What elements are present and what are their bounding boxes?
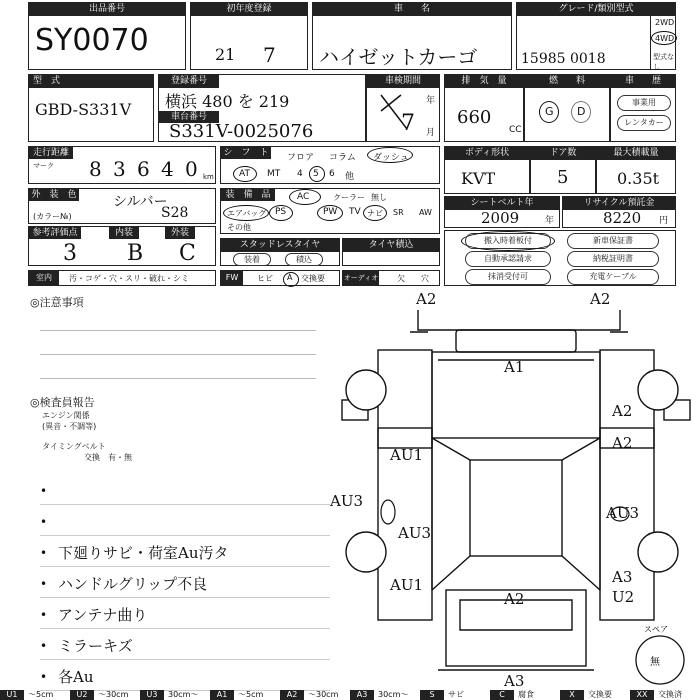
- bullet-dot: •: [40, 608, 48, 622]
- bullet-dot: •: [40, 670, 48, 684]
- wheel-rear-right: [638, 532, 678, 572]
- shift-dash-circle: [367, 147, 413, 163]
- wheels: [346, 370, 678, 572]
- fw-label: FW: [221, 271, 243, 285]
- mileage-digit-1: 8: [89, 157, 102, 181]
- bullet-dot: •: [40, 484, 48, 498]
- doc-cancel: 抹消受付可: [465, 269, 551, 285]
- body-label: ボディ形状: [445, 147, 529, 160]
- shift-column: コラム: [329, 153, 356, 163]
- reg-value: 横浜 480 を 219: [165, 92, 290, 111]
- tire-box: [342, 238, 440, 266]
- interior-grade-label: 内装: [109, 227, 139, 239]
- timing-sub: 交換 有・無: [84, 453, 132, 462]
- spare-value: 無: [650, 657, 660, 668]
- caution-line-2: [40, 354, 316, 355]
- first-reg-box: [190, 2, 308, 70]
- load-box: [596, 146, 676, 194]
- equip-airbag-circle: [223, 205, 269, 221]
- shift-at: AT: [239, 169, 250, 179]
- legend-code: XX: [630, 690, 654, 700]
- audio-hole: 穴: [421, 274, 429, 283]
- color-value: シルバー: [113, 194, 168, 210]
- caution-line-3: [40, 378, 316, 379]
- bullet-dot: •: [40, 639, 48, 653]
- grade-label: グレード/類別型式: [517, 3, 675, 16]
- equip-cooler: クーラー: [333, 193, 365, 202]
- drive-4wd: 4WD: [655, 34, 675, 43]
- inspection-box: [366, 74, 440, 142]
- fw-crack: ヒビ: [257, 274, 273, 283]
- audio-label: オーディオ: [343, 271, 379, 285]
- inspection-year-unit: 年: [425, 96, 435, 106]
- studless-label: スタッドレスタイヤ: [221, 239, 339, 252]
- studless-box: [220, 238, 340, 266]
- model-name-label: 車 名: [313, 3, 511, 16]
- doc-approval: 自動承認請求: [465, 251, 551, 267]
- drive-box: [650, 14, 676, 70]
- engine-sub: (異音・不調等): [42, 422, 97, 431]
- displacement-box: [444, 74, 524, 142]
- inspection-slash: [377, 91, 417, 135]
- chassis-value: S331V-0025076: [169, 121, 314, 142]
- inspector-label: ◎検査員報告: [30, 396, 95, 409]
- drive-2wd: 2WD: [655, 18, 675, 27]
- load-label: 最大積載量: [597, 147, 675, 160]
- history-business: 事業用: [617, 95, 671, 111]
- history-rental: レンタカー: [617, 115, 671, 131]
- mark-au3-left-outer: AU3: [330, 492, 364, 510]
- interior-condition-row: [28, 270, 216, 286]
- spare-tire: [636, 625, 684, 684]
- mark-au1-left-rear: AU1: [390, 576, 424, 594]
- score-label: 参考評価点: [29, 227, 81, 239]
- mark-au3-left-panel: AU3: [398, 524, 432, 542]
- body-value: KVT: [461, 169, 496, 188]
- drive-4wd-circle: [651, 31, 677, 45]
- equip-ac: AC: [297, 192, 310, 202]
- equip-navi: ナビ: [367, 209, 383, 218]
- legend-code: C: [490, 690, 514, 700]
- legend-code: U3: [140, 690, 164, 700]
- color-code-label: (カラー№): [33, 212, 72, 221]
- color-label: 外 装 色: [29, 189, 79, 201]
- recycle-value: 8220: [603, 209, 642, 227]
- mark-au3-right-panel: AU3: [606, 504, 640, 522]
- equip-ps: PS: [275, 207, 287, 217]
- mileage-box: [28, 146, 216, 184]
- shift-5: 5: [313, 169, 319, 179]
- equip-label: 装 備 品: [221, 189, 275, 201]
- bullet-dot: •: [40, 546, 48, 560]
- inspector-note-text: アンテナ曲り: [58, 606, 148, 624]
- equip-pw: PW: [323, 207, 338, 217]
- history-box: [610, 74, 676, 142]
- legend-text: 30cm～: [168, 690, 199, 699]
- inspector-note-row: [40, 567, 330, 598]
- equip-aw: AW: [419, 208, 432, 217]
- shift-label: シ フ ト: [221, 147, 271, 159]
- doc-charge-cable: 充電ケーブル: [567, 269, 659, 285]
- doc-warranty: 新車保証書: [567, 233, 659, 249]
- interior-condition-label: 室内: [29, 271, 59, 285]
- legend-text: ～5cm: [238, 690, 264, 699]
- shift-at-circle: [233, 166, 257, 182]
- timing-label: タイミングベルト: [42, 442, 106, 451]
- recycle-box: [562, 196, 676, 228]
- inspector-notes-list: [40, 474, 330, 691]
- studless-loaded: 積込: [285, 253, 323, 266]
- lot-number-label: 出品番号: [29, 3, 185, 16]
- registration-box: [158, 74, 366, 142]
- equip-tv: TV: [349, 207, 361, 217]
- lot-number-value: SY0070: [35, 23, 149, 58]
- audio-row: [342, 270, 440, 286]
- fuel-d: D: [577, 105, 586, 118]
- equip-sr: SR: [393, 208, 404, 217]
- wheel-rear-left: [346, 532, 386, 572]
- fw-a-circle: [283, 272, 299, 287]
- model-name-box: [312, 2, 512, 70]
- type-label: 型 式: [29, 75, 153, 88]
- type-box: [28, 74, 154, 142]
- inspector-note-row: [40, 629, 330, 660]
- color-box: [28, 188, 216, 224]
- first-reg-month: 7: [263, 43, 276, 67]
- damage-legend: [0, 690, 700, 700]
- legend-text: サビ: [448, 690, 464, 699]
- spare-circle: [636, 636, 684, 684]
- engine-label: エンジン関係: [42, 411, 90, 420]
- legend-text: ～30cm: [308, 690, 339, 699]
- studless-fitted: 装着: [233, 253, 271, 266]
- inspection-month-unit: 月: [425, 128, 435, 138]
- tire-label: タイヤ積込: [343, 239, 439, 252]
- grade-value: 15985 0018: [521, 51, 606, 67]
- fuel-label: 燃 料: [525, 75, 609, 88]
- fw-row: [220, 270, 340, 286]
- fw-replace: 交換要: [301, 274, 325, 283]
- wheel-front-left: [346, 370, 386, 410]
- fuel-box: [524, 74, 610, 142]
- legend-code: X: [560, 690, 584, 700]
- displacement-value: 660: [457, 107, 492, 128]
- seatbelt-box: [444, 196, 560, 228]
- recycle-unit: 円: [659, 216, 669, 226]
- color-code: S28: [161, 205, 189, 221]
- doors-box: [530, 146, 596, 194]
- equip-ac-circle: [289, 189, 321, 205]
- mileage-digit-3: 6: [137, 157, 150, 181]
- equip-airbag: エアバッグ: [227, 209, 267, 218]
- legend-code: A3: [350, 690, 374, 700]
- reg-label: 登録番号: [159, 75, 219, 88]
- doors-value: 5: [557, 167, 569, 188]
- inspector-note-row: [40, 505, 330, 536]
- inspector-note-row: [40, 474, 330, 505]
- legend-text: ～30cm: [98, 690, 129, 699]
- shift-mt: MT: [267, 169, 281, 179]
- scribble-left-panel: [381, 500, 395, 524]
- mileage-label: 走行距離: [29, 147, 73, 159]
- type-value: GBD-S331V: [35, 100, 132, 119]
- seatbelt-unit: 年: [545, 216, 555, 226]
- legend-text: 腐食: [518, 690, 534, 699]
- shift-4: 4: [297, 169, 303, 179]
- load-value: 0.35t: [617, 169, 660, 188]
- audio-missing: 欠: [397, 274, 405, 283]
- bullet-dot: •: [40, 577, 48, 591]
- inspection-mark: 7: [401, 111, 415, 136]
- shift-dash: ダッシュ: [373, 153, 409, 163]
- spare-label: スペア: [644, 625, 668, 634]
- docs-box: [444, 230, 676, 286]
- legend-code: U2: [70, 690, 94, 700]
- score-box: [28, 226, 216, 266]
- equip-ps-circle: [269, 205, 293, 221]
- body-box: [444, 146, 530, 194]
- mileage-digit-2: 3: [113, 157, 126, 181]
- mark-au1-left-front: AU1: [390, 446, 424, 464]
- legend-code: A2: [280, 690, 304, 700]
- mark-a2-front-left: A2: [416, 290, 437, 308]
- shift-floor: フロア: [287, 153, 315, 163]
- mark-a3-rear-bumper: A3: [504, 672, 525, 690]
- fw-a: A: [287, 273, 293, 282]
- interior-grade-value: B: [127, 241, 144, 266]
- mileage-digit-4: 4: [161, 157, 174, 181]
- seatbelt-label: シートベルト年: [445, 197, 559, 210]
- mark-u2-right-rear: U2: [612, 588, 635, 606]
- mark-a2-rear: A2: [504, 590, 525, 608]
- doc-plate: 搬入時着板付: [465, 233, 551, 249]
- first-reg-year: 21: [215, 45, 236, 64]
- inspector-note-text: ミラーキズ: [58, 637, 133, 655]
- inspection-label: 車検期間: [367, 75, 439, 88]
- equipment-box: [220, 188, 440, 234]
- fuel-g-circle: [539, 101, 559, 123]
- drive-none: 型式なし: [653, 53, 674, 71]
- model-name-value: ハイゼットカーゴ: [319, 45, 478, 69]
- legend-code: S: [420, 690, 444, 700]
- caution-label: ◎注意事項: [30, 296, 84, 309]
- inspector-note-text: 下廻りサビ・荷室Au汚タ: [58, 544, 229, 562]
- caution-line-1: [40, 330, 316, 331]
- bullet-dot: •: [40, 515, 48, 529]
- equip-other: その他: [227, 223, 251, 232]
- inspector-note-row: [40, 598, 330, 629]
- cc-unit: CC: [509, 125, 522, 135]
- fuel-g: G: [545, 105, 554, 118]
- damage-scribbles: [381, 500, 629, 524]
- mileage-mark: マーク: [33, 162, 54, 170]
- history-label: 車 歴: [611, 75, 675, 88]
- recycle-label: リサイクル預託金: [563, 197, 675, 210]
- shift-other: 他: [345, 172, 355, 182]
- exterior-grade-value: C: [179, 241, 196, 266]
- mark-a3-right-rear: A3: [612, 568, 633, 586]
- legend-text: 交換要: [588, 690, 612, 699]
- shift-box: [220, 146, 440, 184]
- inspector-note-text: 各Au: [58, 668, 94, 686]
- exterior-grade-label: 外装: [165, 227, 195, 239]
- mark-a2-front-right: A2: [590, 290, 611, 308]
- inspector-note-row: [40, 660, 330, 691]
- inspector-note-row: [40, 536, 330, 567]
- mark-a2-right-front-door: A2: [612, 402, 633, 420]
- inspector-note-text: ハンドルグリップ不良: [58, 575, 208, 593]
- first-reg-label: 初年度登録: [191, 3, 307, 16]
- legend-text: ～5cm: [28, 690, 54, 699]
- wheel-front-right: [638, 370, 678, 410]
- mark-a2-right-front-fender: A2: [612, 434, 633, 452]
- shift-5-circle: [309, 166, 325, 182]
- fuel-d-ring: [571, 101, 591, 123]
- doors-label: ドア数: [531, 147, 595, 160]
- legend-code: U1: [0, 690, 24, 700]
- equip-none: 無し: [371, 193, 387, 202]
- displacement-label: 排 気 量: [445, 75, 523, 88]
- km-unit: km: [203, 173, 214, 181]
- doc-tax: 納税証明書: [567, 251, 659, 267]
- legend-code: A1: [210, 690, 234, 700]
- legend-text: 30cm～: [378, 690, 409, 699]
- mark-a1-hood: A1: [504, 358, 525, 376]
- score-value: 3: [63, 241, 77, 266]
- doc-plate-circle: [461, 231, 555, 251]
- shift-6: 6: [329, 169, 335, 179]
- equip-pw-circle: [317, 205, 343, 221]
- interior-condition-notes: 汚・コゲ・穴・スリ・破れ・シミ: [69, 274, 189, 283]
- lot-number-box: [28, 2, 186, 70]
- chassis-label: 車台番号: [159, 111, 219, 123]
- legend-text: 交換済: [658, 690, 682, 699]
- mileage-digit-5: 0: [185, 157, 198, 181]
- car-damage-diagram: [330, 290, 700, 690]
- equip-navi-circle: [363, 205, 387, 221]
- seatbelt-value: 2009: [481, 209, 520, 227]
